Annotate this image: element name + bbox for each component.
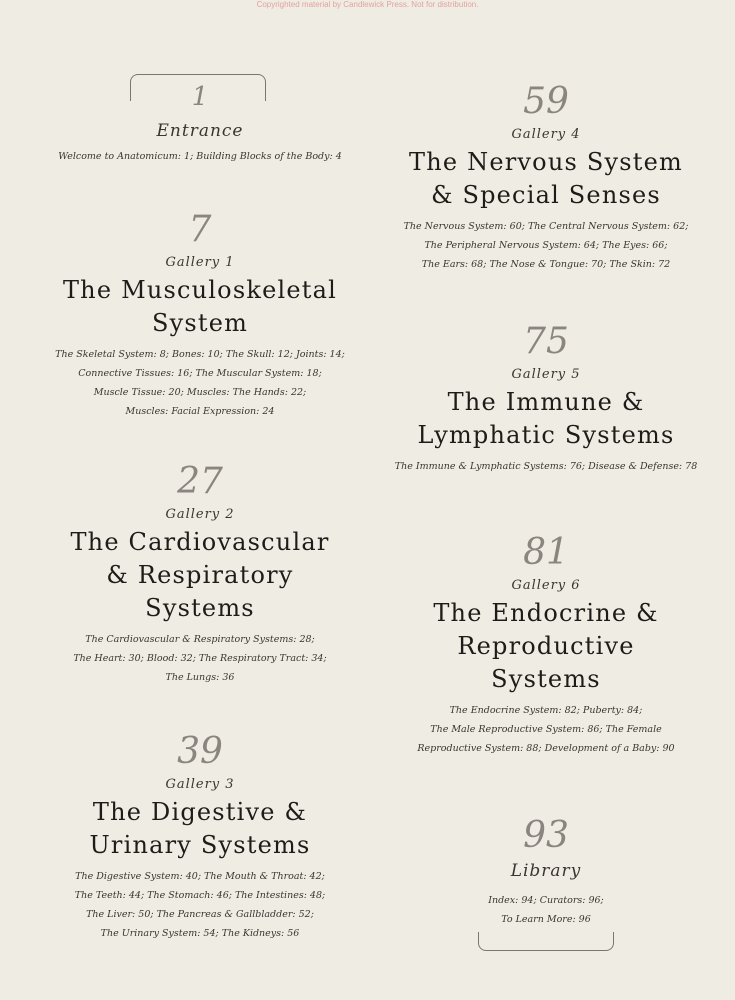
library-page-number: 93 — [523, 815, 569, 856]
toc-entry-gallery-2[interactable] — [20, 461, 380, 687]
gallery-6-title: The Endocrine & Reproductive Systems — [433, 599, 659, 694]
gallery-1-page-number: 7 — [188, 209, 212, 250]
toc-entry-gallery-5[interactable] — [366, 321, 726, 476]
gallery-1-title: The Musculoskeletal System — [62, 276, 338, 338]
gallery-4-page-number: 59 — [523, 81, 569, 122]
toc-entry-entrance[interactable] — [20, 84, 380, 166]
gallery-3-title: The Digestive & Urinary Systems — [89, 798, 311, 860]
gallery-2-label: Gallery 2 — [165, 507, 235, 522]
gallery-1-pages: The Skeletal System: 8; Bones: 10; The Skull: 12; Joints: 14; Connective Tissues: 16; The Muscular System: 18; Muscle Tissue: 20; Muscles: The Hands: 22; Muscles: Facial Expression: 24 — [55, 349, 345, 418]
gallery-4-pages: The Nervous System: 60; The Central Nervous System: 62; The Peripheral Nervous System: 64; The Eyes: 66; The Ears: 68; The Nose & Tongue: 70; The Skin: 72 — [403, 221, 689, 271]
toc-entry-library[interactable] — [366, 815, 726, 929]
gallery-5-label: Gallery 5 — [511, 367, 581, 382]
toc-entry-gallery-3[interactable] — [20, 731, 380, 943]
copyright-notice: Copyrighted material by Candlewick Press. Not for distribution. — [256, 0, 479, 9]
library-bracket — [478, 932, 614, 951]
gallery-4-label: Gallery 4 — [511, 127, 581, 142]
gallery-3-label: Gallery 3 — [165, 777, 235, 792]
entrance-page-number: 1 — [191, 82, 209, 112]
gallery-5-pages: The Immune & Lymphatic Systems: 76; Disease & Defense: 78 — [394, 461, 698, 473]
toc-right-column — [366, 0, 726, 1000]
gallery-6-label: Gallery 6 — [511, 578, 581, 593]
gallery-2-title: The Cardiovascular & Respiratory Systems — [70, 528, 330, 623]
toc-entry-gallery-4[interactable] — [366, 81, 726, 274]
library-pages: Index: 94; Curators: 96; To Learn More: 96 — [488, 894, 604, 925]
gallery-6-page-number: 81 — [523, 532, 569, 573]
gallery-4-title: The Nervous System & Special Senses — [409, 148, 683, 210]
gallery-1-label: Gallery 1 — [165, 255, 235, 270]
gallery-3-pages: The Digestive System: 40; The Mouth & Throat: 42; The Teeth: 44; The Stomach: 46; The Intestines: 48; The Liver: 50; The Pancreas & Gallbladder: 52; The Urinary System: 54; The Kidneys: 56 — [74, 871, 326, 940]
entrance-label: Entrance — [156, 121, 244, 141]
gallery-6-pages: The Endocrine System: 82; Puberty: 84; The Male Reproductive System: 86; The Female Reproductive System: 88; Development of a Baby: 90 — [417, 705, 675, 755]
gallery-5-title: The Immune & Lymphatic Systems — [417, 388, 675, 450]
gallery-3-page-number: 39 — [177, 731, 223, 772]
gallery-2-page-number: 27 — [177, 461, 223, 502]
gallery-5-page-number: 75 — [523, 321, 569, 362]
toc-entry-gallery-1[interactable] — [20, 209, 380, 421]
toc-left-column — [20, 0, 380, 1000]
toc-entry-gallery-6[interactable] — [366, 532, 726, 758]
entrance-pages: Welcome to Anatomicum: 1; Building Blocks of the Body: 4 — [58, 150, 342, 162]
gallery-2-pages: The Cardiovascular & Respiratory Systems: 28; The Heart: 30; Blood: 32; The Respiratory Tract: 34; The Lungs: 36 — [73, 634, 327, 684]
library-label: Library — [510, 861, 582, 881]
